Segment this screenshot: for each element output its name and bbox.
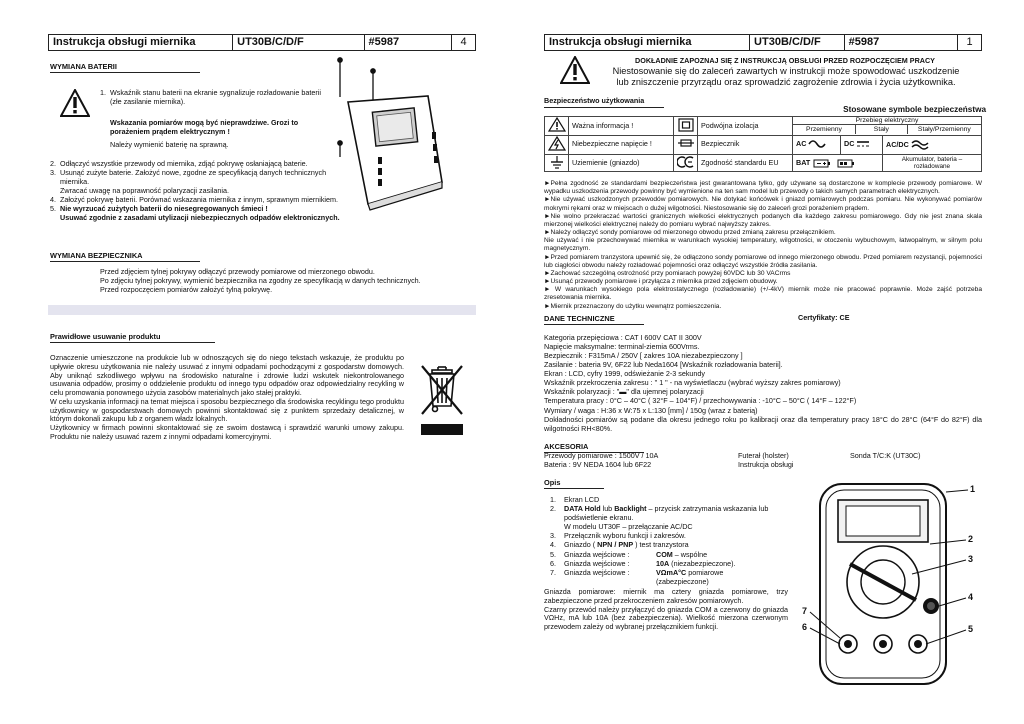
header-model: UT30B/C/D/F bbox=[750, 35, 845, 50]
desc-paragraphs bbox=[544, 588, 788, 632]
dc-icon bbox=[856, 140, 870, 148]
spec-line: Napięcie maksymalne: terminal-ziemia 600Vrms. bbox=[544, 342, 700, 352]
acc-leads: Przewody pomiarowe : 1500V / 10A bbox=[544, 451, 659, 460]
right-page bbox=[512, 0, 1024, 724]
battery-icon bbox=[812, 158, 860, 168]
spec-line: Kategoria przepięciowa : CAT I 600V CAT II 300V bbox=[544, 333, 702, 342]
warning-symbol-cell bbox=[545, 117, 569, 136]
double-insulation-icon bbox=[678, 118, 694, 132]
callout-5: 5 bbox=[968, 624, 974, 634]
warning-icon bbox=[60, 89, 90, 117]
disposal-text bbox=[50, 354, 404, 442]
safety-note: Nie używać i nie przechowywać miernika w warunkach wysokiej temperatury, wilgotności, w otoczeniu wybuchowym, łatwopalnym, w silnym polu magnetycznym. bbox=[544, 237, 982, 253]
battery-title: WYMIANA BATERII bbox=[50, 62, 200, 73]
accessories-list bbox=[544, 452, 982, 470]
battery-step5: Nie wyrzucać zużytych baterii do niesegregowanych śmieci ! bbox=[60, 204, 268, 214]
spec-line: Wskaźnik przekroczenia zakresu : " 1 " - na wyświetlaczu (wybrać wyższy zakres pomiarowy) bbox=[544, 378, 841, 388]
fuse-icon bbox=[678, 138, 694, 148]
warning-icon bbox=[560, 56, 590, 84]
desc-list: 1. Ekran LCD 2. DATA Hold lub Backlight – przycisk zatrzymania wskazania lub podświetlenie ekranu. W modelu UT30F – przełączanie AC/DC 3. Przełącznik wyboru funkcji i zakresów. 4. Gniazdo ( NPN / PNP ) test tranzystora 5. Gniazda wejściowe : COM – wspólne 6. Gniazda wejściowe : 10A (niezabezpieczone). 7. Gniazda wejściowe : VΩmA°C pomiarowe (zabezpieczone) bbox=[550, 495, 769, 587]
left-header bbox=[48, 34, 476, 51]
acc-probe: Sonda T/C:K (UT30C) bbox=[850, 451, 921, 460]
battery-step3-note: Zwracać uwagę na poprawność polaryzacji zasilania. bbox=[60, 185, 229, 195]
warning-small-icon bbox=[548, 117, 566, 132]
tech-title: DANE TECHNICZNE bbox=[544, 314, 644, 325]
header-code: #5987 bbox=[845, 35, 958, 50]
battery-replace: Należy wymienić baterię na sprawną. bbox=[110, 140, 229, 149]
disposal-title: Prawidłowe usuwanie produktu bbox=[50, 332, 215, 343]
battery-steps: 2. Odłączyć wszystkie przewody od miernika, zdjąć pokrywę osłaniającą baterie. 3. Usunąć zużyte baterie. Założyć nowe, zgodne ze specyfikacją danych technicznych miernika. Zwracać uwagę na poprawność polaryzacji zasilania. 4. Założyć pokrywę baterii. Porównać wskazania miernika z innym, sprawnym miernikiem. 5. Nie wyrzucać zużytych baterii do niesegregowanych śmieci ! Usuwać zgodnie z zasadami utylizacji niebezpiecznych odpadów elektronicznych. bbox=[50, 159, 340, 223]
battery-warning: Wskazania pomiarów mogą być nieprawdziwe. Grozi to porażeniem prądem elektrycznym ! bbox=[110, 118, 299, 136]
crossed-bin-icon bbox=[418, 360, 466, 440]
battery-step2: Odłączyć wszystkie przewody od miernika, zdjąć pokrywę osłaniającą baterie. bbox=[60, 159, 308, 168]
battery-step4: Założyć pokrywę baterii. Porównać wskazania miernika z innym, sprawnym miernikiem. bbox=[60, 195, 339, 205]
fuse-line3: Przed rozpoczęciem pomiarów założyć tylną pokrywę. bbox=[100, 284, 273, 294]
disposal-para2: W celu uzyskania informacji na temat miejsca i sposobu bezpiecznego dla środowiska recyklingu tego produktu użytkownicy w gospodarstwach domowych powinni skontaktować się z punktem sprzedaży detalicznej, w którym dokonali zakupu lub z organem władz lokalnych. bbox=[50, 396, 404, 424]
desc-item3: Przełącznik wyboru funkcji i zakresów. bbox=[564, 531, 686, 541]
intro-line2: lub zniszczenie przyrządu oraz sprowadzić zagrożenie zdrowia i życia użytkownika. bbox=[616, 77, 956, 88]
spec-line: Wskaźnik polaryzacji : "▬" dla ujemnej polaryzacji bbox=[544, 387, 704, 397]
callout-6: 6 bbox=[802, 622, 808, 632]
intro-heading: DOKŁADNIE ZAPOZNAJ SIĘ Z INSTRUKCJĄ OBSŁUGI PRZED ROZPOCZĘCIEM PRACY bbox=[635, 56, 935, 65]
multimeter-front-illustration bbox=[790, 478, 996, 690]
safety-note: ►Pełna zgodność ze standardami bezpieczeństwa jest gwarantowana tylko, gdy używane są dostarczone w komplecie przewody pomiarowe. W wypadku uszkodzenia przewody powinny być wymienione na ten sam model lub przewody o takich samych parametrach elektrycznych. bbox=[544, 180, 982, 196]
meter-back-illustration bbox=[338, 92, 448, 212]
desc-title: Opis bbox=[544, 478, 604, 489]
spec-line: Ekran : LCD, cyfry 1999, odświeżanie 2-3 sekundy bbox=[544, 369, 705, 379]
battery-step5-note: Usuwać zgodnie z zasadami utylizacji niebezpiecznych odpadów elektronicznych. bbox=[60, 213, 340, 223]
header-model: UT30B/C/D/F bbox=[233, 35, 364, 50]
safety-note: ►Nie wolno przekraczać wartości granicznych wielkości elektrycznych podanych dla każdego zakresu pomiarowego. Gdy nie jest znana skala mierzonej wielkości elektrycznej należy do pomiaru wybrać najwyższy zakres. bbox=[544, 212, 982, 228]
spec-line: Bezpiecznik : F315mA / 250V [ zakres 10A niezabezpieczony ] bbox=[544, 351, 743, 361]
acdc-label: AC/DC bbox=[886, 139, 909, 149]
desc-para1: Gniazda pomiarowe: miernik ma cztery gniazda pomiarowe, trzy zabezpieczone przed przekroczeniem zakresów pomiarowych. bbox=[544, 587, 788, 605]
spec-line: Dokładności pomiarów są podane dla okresu jednego roku po kalibracji oraz dla temperatury pracy 18°C do 28°C (64°F do 82°F) dla wilgotności RH<80%. bbox=[544, 414, 982, 433]
symbol-label: Bezpiecznik bbox=[698, 135, 793, 154]
safety-title: Bezpieczeństwo użytkowania bbox=[544, 97, 664, 108]
intro-line1: Niestosowanie się do zaleceń zawartych w instrukcji może spowodować uszkodzenie bbox=[612, 66, 960, 76]
right-header bbox=[544, 34, 982, 51]
desc-item2-note: W modelu UT30F – przełączanie AC/DC bbox=[564, 521, 693, 531]
header-title: Instrukcja obsługi miernika bbox=[49, 35, 233, 50]
callout-1: 1 bbox=[970, 484, 976, 494]
acc-holster: Futerał (holster) bbox=[738, 451, 789, 460]
spec-line: Wymiary / waga : H:36 x W:75 x L:130 [mm] / 150g (wraz z baterią) bbox=[544, 405, 758, 415]
header-page: 1 bbox=[966, 35, 973, 48]
safety-symbols-table bbox=[544, 116, 982, 172]
variable-label: Przemienny bbox=[793, 125, 856, 134]
symbol-label: Podwójna izolacja bbox=[698, 117, 793, 136]
divider-band bbox=[48, 305, 476, 315]
dc-label: DC bbox=[844, 139, 855, 149]
spec-line: Zasilanie : bateria 9V, 6F22 lub Neda1604 [Wskaźnik rozładowania baterii]. bbox=[544, 360, 783, 370]
bat-description: Akumulator, bateria – rozładowane bbox=[883, 154, 982, 172]
fuse-line1: Przed zdjęciem tylnej pokrywy odłączyć przewody pomiarowe od mierzonego obwodu. bbox=[100, 267, 375, 276]
header-page: 4 bbox=[460, 35, 467, 48]
symbols-title: Stosowane symbole bezpieczeństwa bbox=[843, 105, 986, 114]
symbol-label: Ważna informacja ! bbox=[569, 117, 674, 136]
acdc-icon bbox=[911, 140, 929, 150]
tech-certs: Certyfikaty: CE bbox=[798, 313, 850, 322]
constant-label: Stały bbox=[856, 125, 908, 134]
fuse-title: WYMIANA BEZPIECZNIKA bbox=[50, 251, 200, 262]
callout-3: 3 bbox=[968, 554, 974, 564]
safety-note: ► W warunkach wysokiego pola elektrostatycznego (rozładowanie) (+/-4kV) miernik może nie pracować poprawnie. Może zajść potrzeba zresetowania miernika. bbox=[544, 286, 982, 302]
desc-item1: Ekran LCD bbox=[564, 495, 600, 504]
safety-note: ►Przed pomiarem tranzystora upewnić się, że odłączono sondy pomiarowe od innego mierzonego obwodu. Przed pomiarem rezystancji, pojemności lub ciągłości obwodu należy rozładować pojemności oraz odłączyć wszystkie źródła zasilania. bbox=[544, 253, 982, 269]
callout-7: 7 bbox=[802, 606, 808, 616]
tech-specs bbox=[544, 333, 982, 433]
battery-step1-text: Wskaźnik stanu baterii na ekranie sygnalizuje rozładowanie baterii (złe zasilanie miernika). bbox=[110, 88, 321, 106]
intro-text bbox=[596, 66, 976, 88]
safety-note: ►Usunąć przewody pomiarowe i przyłącza z miernika przed zdjęciem obudowy. bbox=[544, 278, 778, 286]
disposal-para3: Użytkownicy w firmach powinni skontaktować się ze swoim dostawcą i sprawdzić warunki umowy zakupu. Produktu nie należy usuwać razem z innymi odpadami komercyjnymi. bbox=[50, 423, 404, 442]
safety-note: ►Należy odłączyć sondy pomiarowe od mierzonego obwodu przed zmianą zakresu przełącznikiem. bbox=[544, 229, 836, 237]
bat-label: BAT bbox=[796, 157, 811, 167]
safety-note: ►Nie używać uszkodzonych przewodów pomiarowych. Nie dotykać końcówek i gniazd pomiarowych podczas pomiaru. Nie wykonywać pomiarów mokrymi rękami oraz w miejscach o dużej wilgotności. Niestosowanie się do zaleceń grozi porażeniem prądem. bbox=[544, 196, 982, 212]
acc-manual: Instrukcja obsługi bbox=[738, 459, 794, 469]
ce-icon bbox=[677, 156, 695, 168]
callout-4: 4 bbox=[968, 592, 974, 602]
current-type-label: Przebieg elektryczny bbox=[793, 117, 981, 125]
callout-2: 2 bbox=[968, 534, 974, 544]
battery-step1: 1. Wskaźnik stanu baterii na ekranie sygnalizuje rozładowanie baterii (złe zasilanie miernika). bbox=[100, 88, 321, 106]
symbol-label: Zgodność standardu EU bbox=[698, 154, 793, 172]
both-label: Stały/Przemienny bbox=[917, 126, 971, 134]
spec-line: Temperatura pracy : 0°C – 40°C ( 32°F – 104°F) / przechowywania : -10°C – 50°C ( 14°F – 122°F) bbox=[544, 396, 857, 406]
accessories-title: AKCESORIA bbox=[544, 442, 644, 453]
ac-label: AC bbox=[796, 139, 807, 149]
safety-note: ►Zachować szczególną ostrożność przy pomiarach powyżej 60VDC lub 30 VACrms bbox=[544, 269, 791, 277]
fuse-text bbox=[100, 268, 470, 294]
desc-para2: Czarny przewód należy przyłączyć do gniazda COM a czerwony do gniazda VΩHz, mA lub 10A (bez zabezpieczenia). Wielkość mierzona czerwonym przewodem zależy od wybranej przełącznikiem funkcji. bbox=[544, 604, 788, 632]
high-voltage-icon bbox=[548, 136, 566, 151]
ground-icon bbox=[550, 155, 564, 169]
disposal-para1: Oznaczenie umieszczone na produkcie lub w odnoszących się do niego tekstach wskazuje, że produktu po upływie okresu użytkowania nie należy usuwać z innymi odpadami pochodzącymi z gospodarstw domowych. Aby uniknąć szkodliwego wpływu na środowisko naturalne i zdrowie ludzi wskutek niekontrolowanego usuwania odpadów, prosimy o oddzielenie produktu od innego typu odpadów oraz odpowiedzialny recykling w celu promowania ponownego użycia zasobów materialnych jako stałej praktyki. bbox=[50, 353, 404, 398]
acc-battery: Bateria : 9V NEDA 1604 lub 6F22 bbox=[544, 459, 652, 469]
ac-wave-icon bbox=[808, 140, 826, 148]
symbol-label: Uziemienie (gniazdo) bbox=[569, 154, 674, 172]
safety-notes bbox=[544, 180, 982, 311]
battery-step3: Usunąć zużyte baterie. Założyć nowe, zgodne ze specyfikacją danych technicznych miernika. bbox=[60, 168, 327, 187]
header-title: Instrukcja obsługi miernika bbox=[545, 35, 750, 50]
safety-note: ►Miernik przeznaczony do użytku wewnątrz pomieszczenia. bbox=[544, 302, 722, 310]
header-code: #5987 bbox=[365, 35, 453, 50]
fuse-line2: Po zdjęciu tylnej pokrywy, wymienić bezpiecznika na zgodny ze specyfikacją w danych technicznych. bbox=[100, 275, 421, 285]
symbol-label: Niebezpieczne napięcie ! bbox=[569, 135, 674, 154]
